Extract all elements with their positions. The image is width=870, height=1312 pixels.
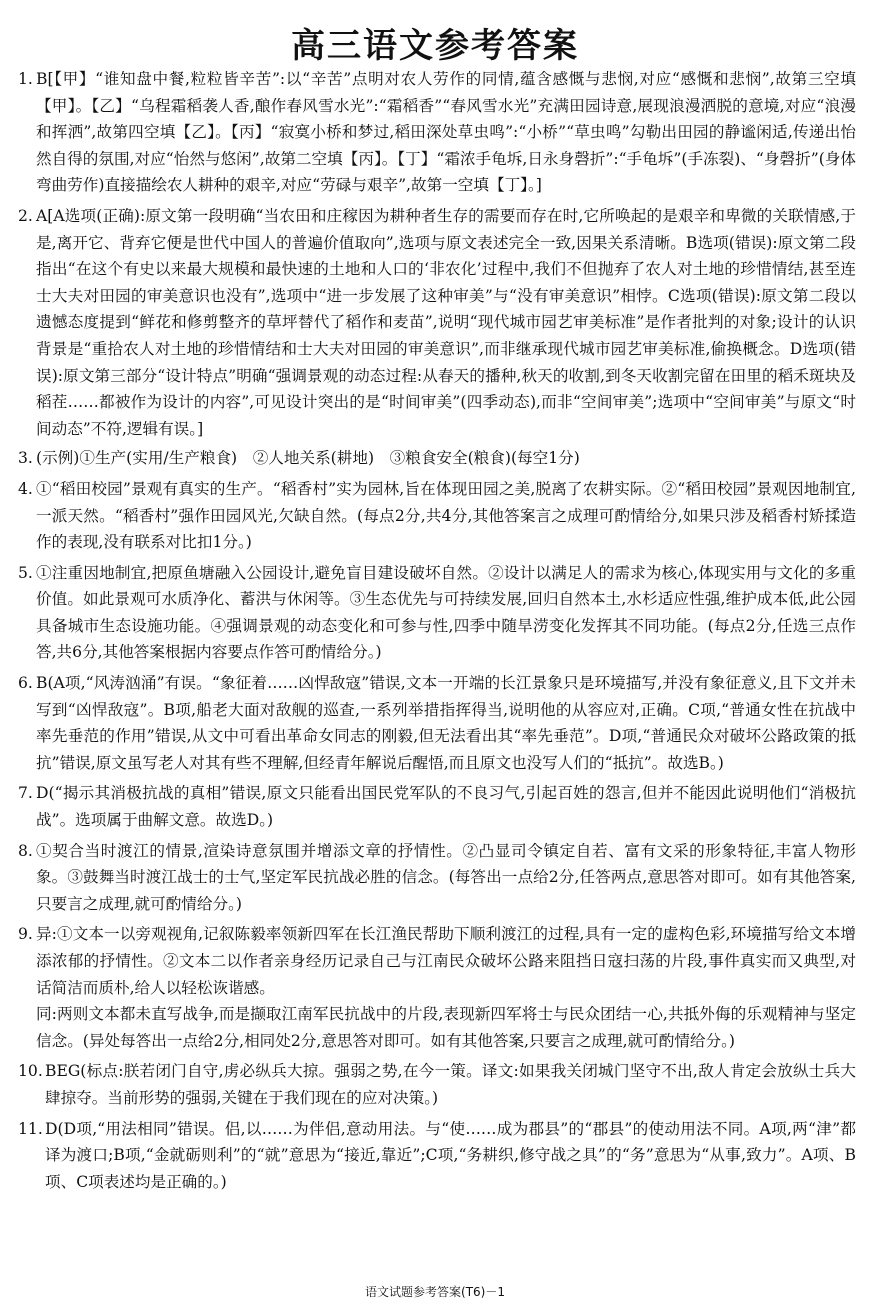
answer-number: 5. (18, 563, 33, 582)
answer-text: B[【甲】“谁知盘中餐,粒粒皆辛苦”:以“辛苦”点明对农人劳作的同情,蕴含感慨与悲悯,对应“感慨和悲悯”,故第三空填【甲】。【乙】“乌程霜稻袭人香,酿作春风雪水光”:“霜稻香”“春风雪水光”充满田园诗意,展现浪漫洒脱的意境,对应“浪漫和挥洒”,故第四空填【乙】。【丙】“寂寞小桥和梦过,稻田深处草虫鸣”:“小桥”“草虫鸣”勾勒出田园的静谧闲适,传递出怡然自得的氛围,对应“怡然与悠闲”,故第二空填【丙】。【丁】“霜浓手龟坼,日永身磬折”:“手龟坼”(手冻裂)、“身磬折”(身体弯曲劳作)直接描绘农人耕种的艰辛,对应“劳碌与艰辛”,故第一空填【丁】。] (36, 70, 856, 195)
answer-number: 10. (18, 1062, 43, 1081)
answer-text: BEG(标点:朕若闭门自守,虏必纵兵大掠。强弱之势,在今一策。译文:如果我关闭城门坚守不出,敌人肯定会放纵士兵大肆掠夺。当前形势的强弱,关键在于我们现在的应对决策。) (45, 1062, 856, 1107)
answer-text: D(D项,“用法相同”错误。侣,以……为伴侣,意动用法。与“使……成为郡县”的“郡县”的使动用法不同。A项,两“津”都译为渡口;B项,“金就砺则利”的“就”意思为“接近,靠近”;C项,“务耕织,修守战之具”的“务”意思为“从事,致力”。A项、B项、C项表述均是正确的。) (45, 1119, 856, 1191)
answer-text: A[A选项(正确):原文第一段明确“当农田和庄稼因为耕种者生存的需要而存在时,它所唤起的是艰辛和卑微的关联情感,于是,离开它、背弃它便是世代中国人的普遍价值取向”,选项与原文表述完全一致,因果关系清晰。B选项(错误):原文第二段指出“在这个有史以来最大规模和最快速的土地和人口的‘非农化’过程中,我们不但抛弃了农人对土地的珍惜情结,甚至连士大夫对田园的审美意识也没有”,选项中“进一步发展了这种审美”与“没有审美意识”相悖。C选项(错误):原文第二段以遗憾态度提到“鲜花和修剪整齐的草坪替代了稻作和麦苗”,说明“现代城市园艺审美标准”是作者批判的对象;设计的认识背景是“重拾农人对土地的珍惜情结和士大夫对田园的审美意识”,而非继承现代城市园艺审美标准,偷换概念。D选项(错误):原文第三部分“设计特点”明确“强调景观的动态过程:从春天的播种,秋天的收割,到冬天收割完留在田里的稻禾斑块及稻茬……都被作为设计的内容”,可见设计突出的是“时间审美”(四季动态),而非“空间审美”;选项中“空间审美”与原文“时间动态”不符,逻辑有误。] (36, 206, 856, 438)
page-footer: 语文试题参考答案(T6)－1 (365, 1285, 505, 1299)
answer-item-4 (18, 476, 856, 556)
answer-number: 6. (18, 674, 33, 693)
answer-text: ①契合当时渡江的情景,渲染诗意氛围并增添文章的抒情性。②凸显司令镇定自若、富有文采的形象特征,丰富人物形象。③鼓舞当时渡江战士的士气,坚定军民抗战必胜的信念。(每答出一点给2分,任答两点,意思答对即可。如有其他答案,只要言之成理,就可酌情给分。) (36, 841, 856, 913)
answer-item-2 (18, 203, 856, 442)
answer-number: 3. (18, 449, 33, 468)
answer-text: ①注重因地制宜,把原鱼塘融入公园设计,避免盲目建设破坏自然。②设计以满足人的需求为核心,体现实用与文化的多重价值。如此景观可水质净化、蓄洪与休闲等。③生态优先与可持续发展,回归自然本土,水杉适应性强,维护成本低,此公园具备城市生态设施功能。④强调景观的动态变化和可参与性,四季中随旱涝变化发挥其不同功能。(每点2分,任选三点作答,共6分,其他答案根据内容要点作答可酌情给分。) (36, 563, 856, 662)
answer-number: 2. (18, 206, 33, 225)
answer-item-9 (18, 921, 856, 1054)
answer-text: D(“揭示其消极抗战的真相”错误,原文只能看出国民党军队的不良习气,引起百姓的怨言,但并不能因此说明他们“消极抗战”。选项属于曲解文意。故选D。) (36, 784, 856, 830)
answer-number: 8. (18, 841, 33, 860)
answer-number: 1. (18, 70, 33, 88)
answer-item-3 (18, 445, 856, 472)
page-title: 高三语文参考答案 (291, 26, 579, 66)
answer-text: B(A项,“风涛汹涌”有误。“象征着……凶悍敌寇”错误,文本一开端的长江景象只是环境描写,并没有象征意义,且下文并未写到“凶悍敌寇”。B项,船老大面对敌舰的巡查,一系列举措指挥得当,说明他的从容应对,正确。C项,“普通女性在抗战中率先垂范的作用”错误,从文中可看出革命女同志的刚毅,但无法看出其“率先垂范”。D项,“普通民众对破坏公路政策的抵抗”错误,原文虽写老人对其有些不理解,但经青年解说后醒悟,而且原文也没写人们的“抵抗”。故选B。) (36, 674, 856, 772)
answer-text: 异:①文本一以旁观视角,记叙陈毅率领新四军在长江渔民帮助下顺利渡江的过程,具有一定的虚构色彩,环境描写给文本增添浓郁的抒情性。②文本二以作者亲身经历记录自己与江南民众破坏公路来阻挡日寇扫荡的片段,事件真实而又典型,对话简洁而质朴,给人以轻松诙谐感。 (36, 925, 856, 997)
answer-item-5 (18, 560, 856, 666)
answer-number: 7. (18, 784, 33, 803)
answer-item-7 (18, 780, 856, 833)
answer-text-continued: 同:两则文本都未直写战争,而是撷取江南军民抗战中的片段,表现新四军将士与民众团结一心,共抵外侮的乐观精神与坚定信念。(异处每答出一点给2分,相同处2分,意思答对即可。如有其他答案,只要言之成理,就可酌情给分。) (36, 1005, 856, 1050)
answer-item-6 (18, 670, 856, 776)
answer-item-10 (18, 1058, 856, 1111)
answer-number: 9. (18, 925, 33, 944)
answer-item-8 (18, 838, 856, 918)
answer-number: 11. (18, 1119, 43, 1138)
answer-text: (示例)①生产(实用/生产粮食) ②人地关系(耕地) ③粮食安全(粮食)(每空1分) (36, 449, 580, 468)
answer-number: 4. (18, 479, 33, 498)
answer-text: ①“稻田校园”景观有真实的生产。“稻香村”实为园林,旨在体现田园之美,脱离了农耕实际。②“稻田校园”景观因地制宜,一派天然。“稻香村”强作田园风光,欠缺自然。(每点2分,共4分,其他答案言之成理可酌情给分,如果只涉及稻香村矫揉造作的表现,没有联系对比扣1分。) (36, 479, 856, 552)
answer-list (18, 66, 856, 1195)
answer-item-11 (18, 1116, 856, 1196)
answer-item-1 (18, 66, 856, 199)
